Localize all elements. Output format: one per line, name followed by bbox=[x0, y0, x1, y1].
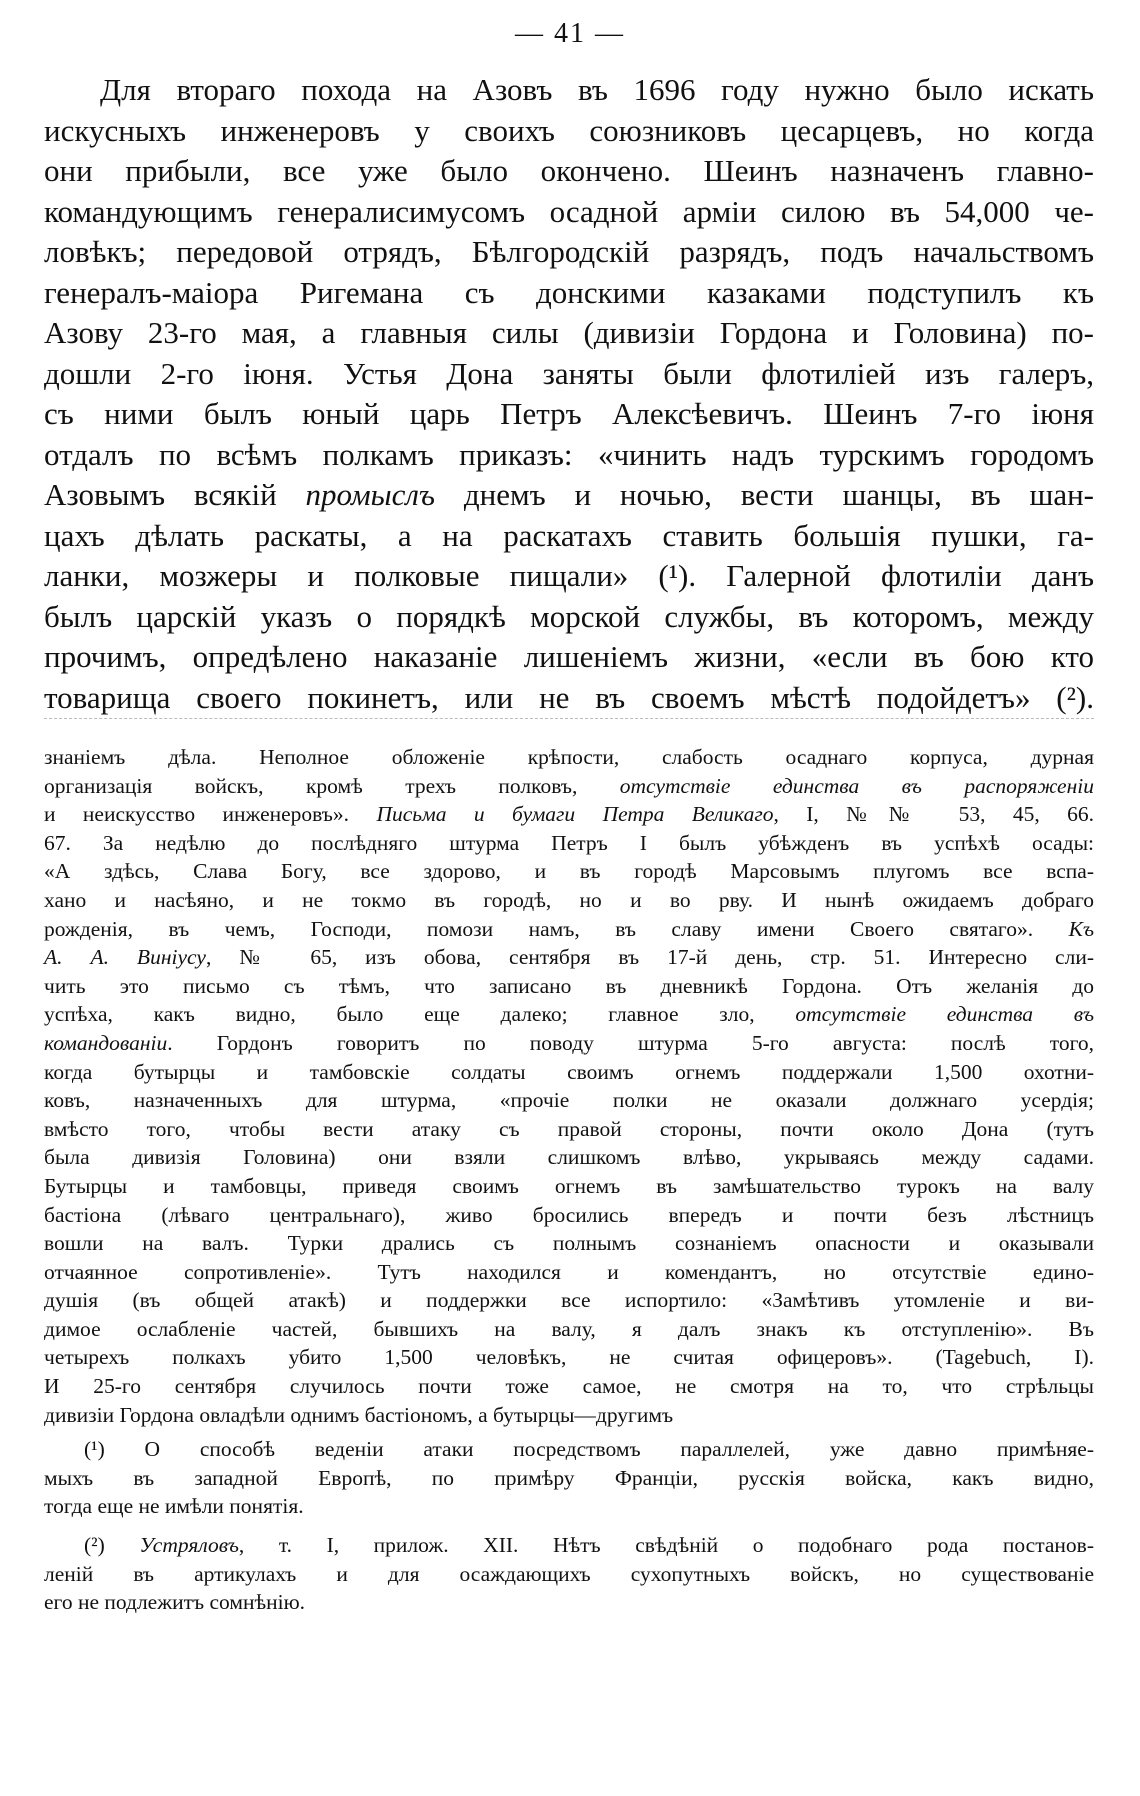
text-line: отдалъ по всѣмъ полкамъ приказъ: «чинить надъ турскимъ городомъ bbox=[44, 436, 1094, 472]
text-segment: успѣха, какъ видно, было еще далеко; главное зло, bbox=[44, 1002, 796, 1027]
text-segment: Азовымъ всякій bbox=[44, 477, 306, 512]
italic-term: отсутствіе единства въ распоряженіи bbox=[619, 773, 1094, 798]
footnotes-section bbox=[44, 743, 1094, 1617]
note-line: душія (въ общей атакѣ) и поддержки все испортило: «Замѣтивъ утомленіе и ви- bbox=[44, 1288, 1094, 1313]
main-paragraph bbox=[44, 70, 1094, 718]
italic-term: промыслъ bbox=[305, 477, 435, 512]
note-line bbox=[44, 772, 1094, 801]
note-line: бастіона (лѣваго центральнаго), живо бросились впередъ и почти безъ лѣстницъ bbox=[44, 1202, 1094, 1227]
text-line: былъ царскій указъ о порядкѣ морской службы, въ которомъ, между bbox=[44, 598, 1094, 634]
text-line: цахъ дѣлать раскаты, а на раскатахъ ставить большія пушки, га- bbox=[44, 517, 1094, 553]
text-line: генералъ-маіора Ригемана съ донскими казаками подступилъ къ bbox=[44, 274, 1094, 310]
footnote-1 bbox=[44, 1435, 1094, 1521]
note-line: леній въ артикулахъ и для осаждающихъ сухопутныхъ войскъ, но существованіе bbox=[44, 1561, 1094, 1586]
note-line: вмѣсто того, чтобы вести атаку съ правой стороны, почти около Дона (тутъ bbox=[44, 1116, 1094, 1141]
note-line: 67. За недѣлю до послѣдняго штурма Петръ I былъ убѣжденъ въ успѣхѣ осады: bbox=[44, 830, 1094, 855]
note-line: ковъ, назначенныхъ для штурма, «прочіе полки не оказали должнаго усердія; bbox=[44, 1088, 1094, 1113]
text-segment: , № 65, изъ обова, сентября въ 17-й день, стр. 51. Интересно сли- bbox=[205, 945, 1094, 970]
text-line: ловѣкъ; передовой отрядъ, Бѣлгородскій разрядъ, подъ начальствомъ bbox=[44, 234, 1094, 269]
note-line: димое ослабленіе частей, бывшихъ на валу, я далъ знакъ къ отступленію». Въ bbox=[44, 1316, 1094, 1341]
note-line: хано и насѣяно, и не токмо въ городѣ, но и во рву. И нынѣ ожидаемъ добраго bbox=[44, 887, 1094, 912]
note-line: отчаянное сопротивленіе». Тутъ находился и комендантъ, но отсутствіе едино- bbox=[44, 1259, 1094, 1284]
note-line: его не подлежитъ сомнѣнію. bbox=[44, 1590, 306, 1615]
footnote-separator bbox=[44, 718, 1094, 719]
note-line bbox=[44, 800, 1094, 829]
text-segment: . Гордонъ говоритъ по поводу штурма 5-го августа: послѣ того, bbox=[167, 1030, 1094, 1055]
text-line bbox=[44, 475, 1094, 516]
text-line: дошли 2-го іюня. Устья Дона заняты были флотиліей изъ галеръ, bbox=[44, 355, 1094, 391]
text-line: ланки, мозжеры и полковые пищали» (¹). Галерной флотиліи данъ bbox=[44, 558, 1094, 593]
note-line bbox=[44, 943, 1094, 972]
note-line bbox=[44, 1029, 1094, 1058]
text-segment: организація войскъ, кромѣ трехъ полковъ, bbox=[44, 773, 620, 798]
citation-title: Письма и бумаги Петра Великаго bbox=[376, 802, 774, 827]
note-line: вошли на валъ. Турки дрались съ полнымъ сознаніемъ опасности и оказывали bbox=[44, 1231, 1094, 1256]
text-line: съ ними былъ юный царь Петръ Алексѣевичъ. Шеинъ 7-го іюня bbox=[44, 396, 1094, 431]
text-segment: и неискусство инженеровъ». bbox=[44, 802, 377, 827]
text-line: прочимъ, опредѣлено наказаніе лишеніемъ жизни, «если въ бою кто bbox=[44, 639, 1094, 674]
note-line: мыхъ въ западной Европѣ, по примѣру Франціи, русскія войска, какъ видно, bbox=[44, 1465, 1094, 1490]
citation-title: А. А. Виніусу bbox=[44, 945, 206, 970]
text-line: искусныхъ инженеровъ у своихъ союзниковъ цесарцевъ, но когда bbox=[44, 112, 1094, 148]
text-segment: днемъ и ночью, вести шанцы, въ шан- bbox=[435, 477, 1094, 512]
text-segment: , т. I, прилож. XII. Нѣтъ свѣдѣній о подобнаго рода постанов- bbox=[238, 1533, 1094, 1558]
note-line: (¹) О способѣ веденіи атаки посредствомъ параллелей, уже давно примѣняе- bbox=[84, 1437, 1094, 1462]
italic-term: Къ bbox=[1068, 916, 1094, 941]
note-line: тогда еще не имѣли понятія. bbox=[44, 1494, 304, 1519]
citation-author: Устряловъ bbox=[139, 1533, 239, 1558]
note-line: дивизіи Гордона овладѣли однимъ бастіономъ, а бутырцы—другимъ bbox=[44, 1402, 674, 1427]
note-line: была дивизія Головина) они взяли слишкомъ влѣво, укрываясь между садами. bbox=[44, 1145, 1094, 1170]
text-line: они прибыли, все уже было окончено. Шеинъ назначенъ главно- bbox=[44, 153, 1094, 188]
footnote-2 bbox=[44, 1531, 1094, 1617]
note-line: когда бутырцы и тамбовскіе солдаты своимъ огнемъ поддержали 1,500 охотни- bbox=[44, 1059, 1094, 1084]
page-number: — 41 — bbox=[515, 18, 625, 49]
note-line bbox=[44, 915, 1094, 944]
text-line: командующимъ генералисимусомъ осадной арміи силою въ 54,000 че- bbox=[44, 193, 1094, 229]
text-segment: рожденія, въ чемъ, Господи, помози намъ, въ славу имени Своего святаго». bbox=[44, 916, 1069, 941]
italic-term: отсутствіе единства въ bbox=[795, 1002, 1094, 1027]
text-line: Азову 23-го мая, а главныя силы (дивизіи Гордона и Головина) по- bbox=[44, 315, 1094, 350]
text-segment: (²) bbox=[84, 1533, 140, 1558]
text-line: Для втораго похода на Азовъ въ 1696 году нужно было искать bbox=[100, 72, 1094, 107]
note-line: И 25-го сентября случилось почти тоже самое, не смотря на то, что стрѣльцы bbox=[44, 1374, 1094, 1399]
note-line: чить это письмо съ тѣмъ, что записано въ дневникѣ Гордона. Отъ желанія до bbox=[44, 973, 1094, 998]
note-line: Бутырцы и тамбовцы, приведя своимъ огнемъ въ замѣшательство турокъ на валу bbox=[44, 1173, 1094, 1198]
italic-term: командованіи bbox=[44, 1030, 168, 1055]
note-line bbox=[44, 1531, 1094, 1560]
note-line: «А здѣсь, Слава Богу, все здорово, и въ городѣ Марсовымъ плугомъ все вспа- bbox=[44, 859, 1094, 884]
note-line: знаніемъ дѣла. Неполное обложеніе крѣпости, слабость осаднаго корпуса, дурная bbox=[44, 745, 1094, 769]
note-line: четырехъ полкахъ убито 1,500 человѣкъ, не считая офицеровъ». (Tagebuch, I). bbox=[44, 1345, 1094, 1370]
text-segment: , I, №№ 53, 45, 66. bbox=[773, 802, 1094, 827]
text-line: товарища своего покинетъ, или не въ своемъ мѣстѣ подойдетъ» (²). bbox=[44, 679, 1094, 715]
note-line bbox=[44, 1000, 1094, 1029]
continued-footnote bbox=[44, 743, 1094, 1429]
